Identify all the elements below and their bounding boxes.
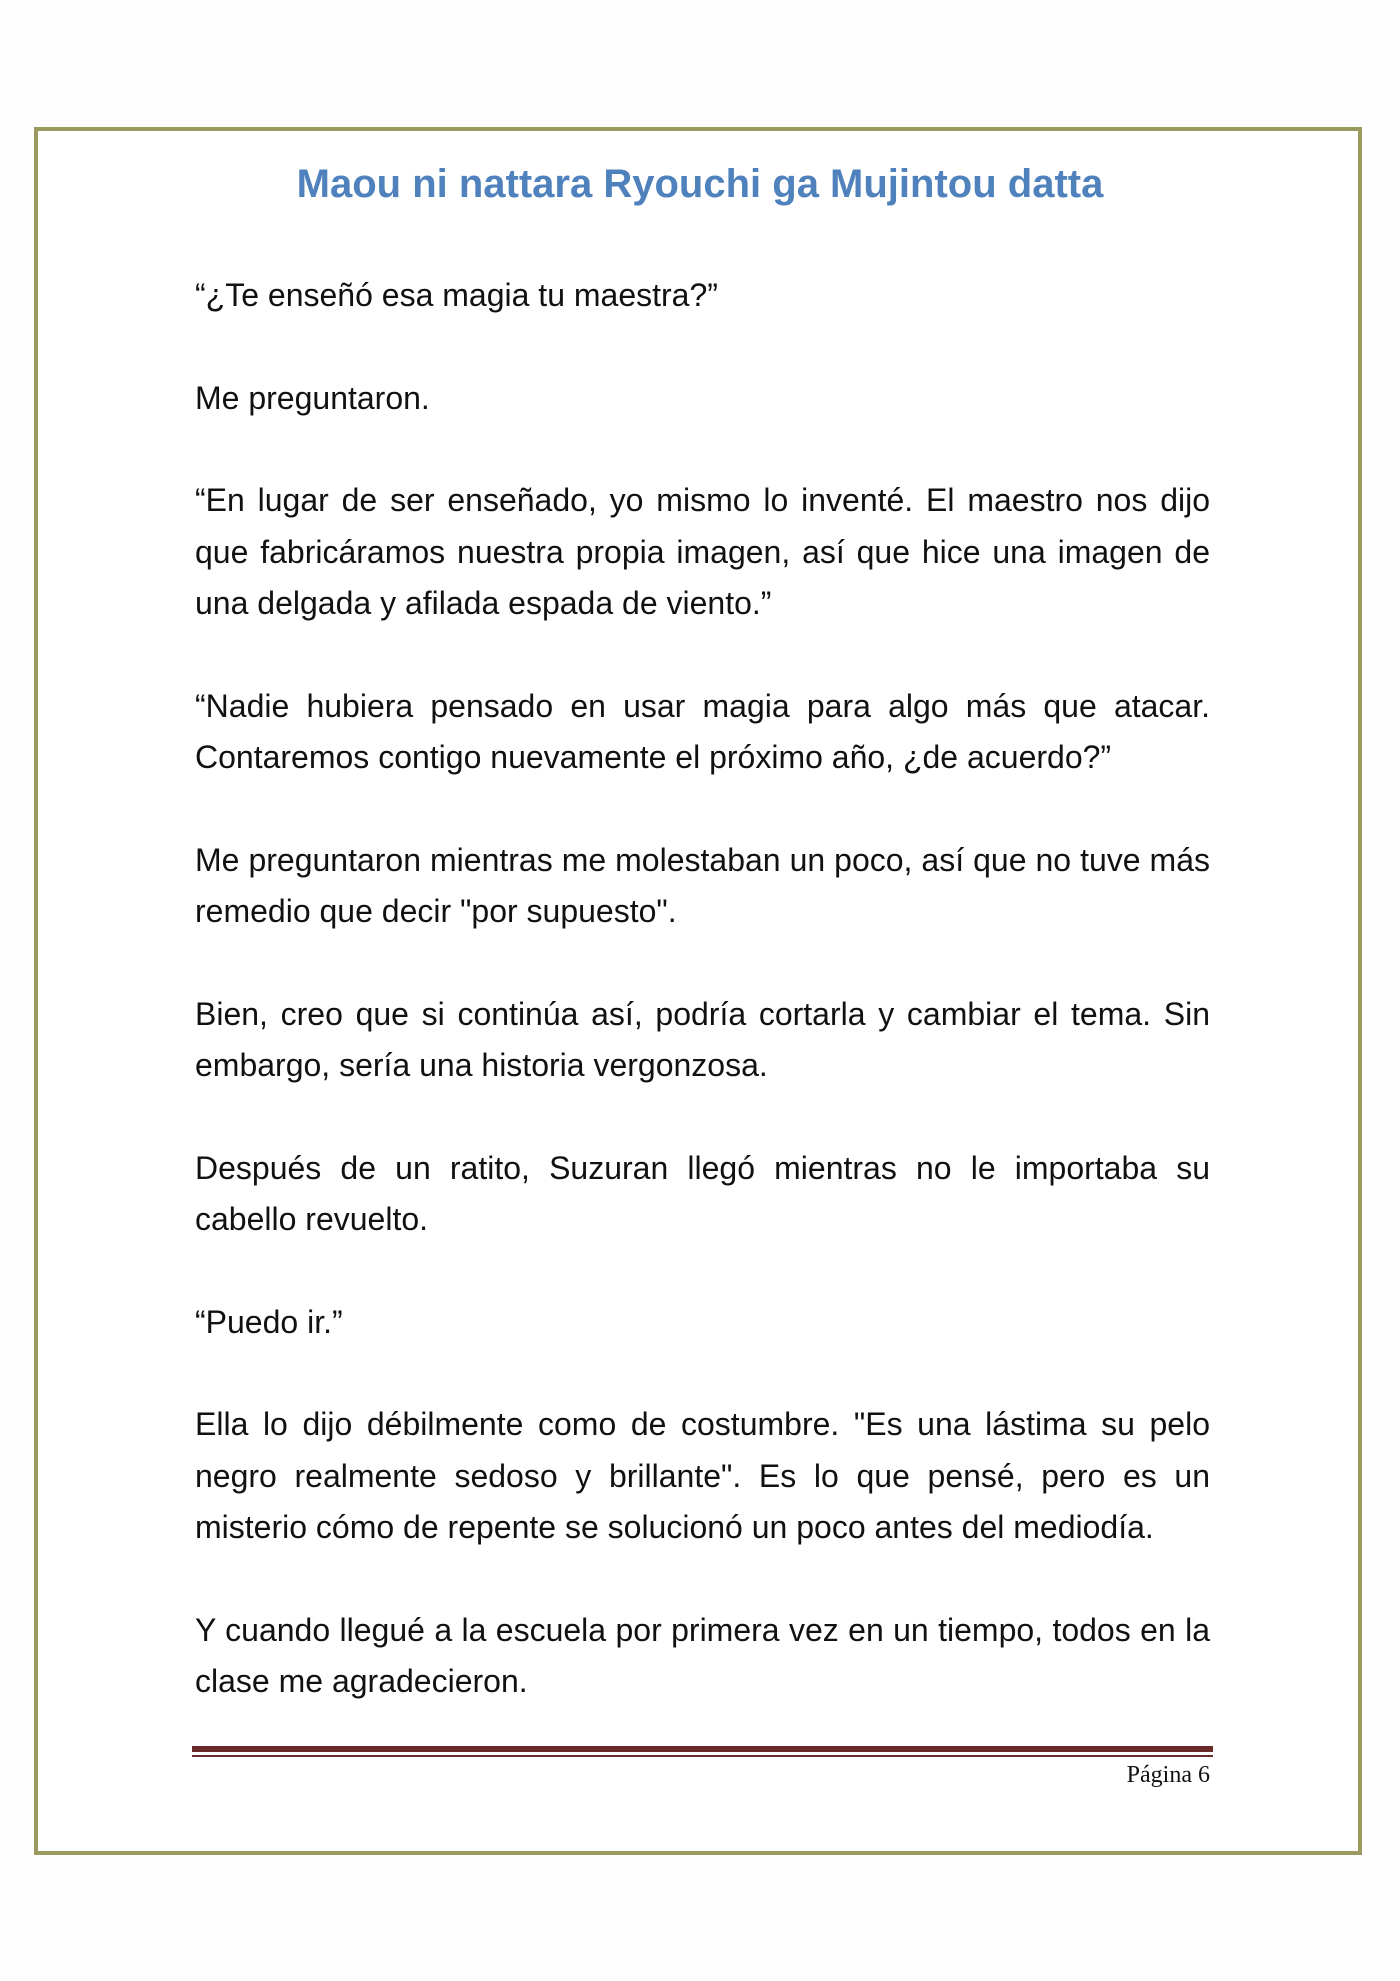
paragraph: “¿Te enseñó esa magia tu maestra?” [195,277,718,313]
footer-divider [192,1746,1213,1752]
paragraph: “Nadie hubiera pensado en usar magia para algo más que atacar. Contaremos contigo nuevamente el próximo año, ¿de acuerdo?” [195,687,1210,775]
page-number: Página 6 [1126,1762,1210,1788]
paragraph: Después de un ratito, Suzuran llegó mientras no le importaba su cabello revuelto. [195,1149,1210,1237]
paragraph: Ella lo dijo débilmente como de costumbre. "Es una lástima su pelo negro realmente sedoso y brillante". Es lo que pensé, pero es un misterio cómo de repente se solucionó un poco antes del mediodía. [195,1406,1210,1545]
paragraph: Me preguntaron mientras me molestaban un poco, así que no tuve más remedio que decir "por supuesto". [195,841,1210,929]
paragraph: “En lugar de ser enseñado, yo mismo lo inventé. El maestro nos dijo que fabricáramos nuestra propia imagen, así que hice una imagen de una delgada y afilada espada de viento.” [195,482,1210,621]
paragraph: “Puedo ir.” [195,1303,343,1340]
paragraph: Y cuando llegué a la escuela por primera vez en un tiempo, todos en la clase me agradecieron. [195,1611,1210,1699]
paragraph: Me preguntaron. [195,379,430,416]
paragraph: Bien, creo que si continúa así, podría cortarla y cambiar el tema. Sin embargo, sería una historia vergonzosa. [195,995,1210,1083]
body-text [195,270,1210,1759]
page-title: Maou ni nattara Ryouchi ga Mujintou datta [296,162,1104,206]
footer-divider-thin [192,1755,1213,1757]
